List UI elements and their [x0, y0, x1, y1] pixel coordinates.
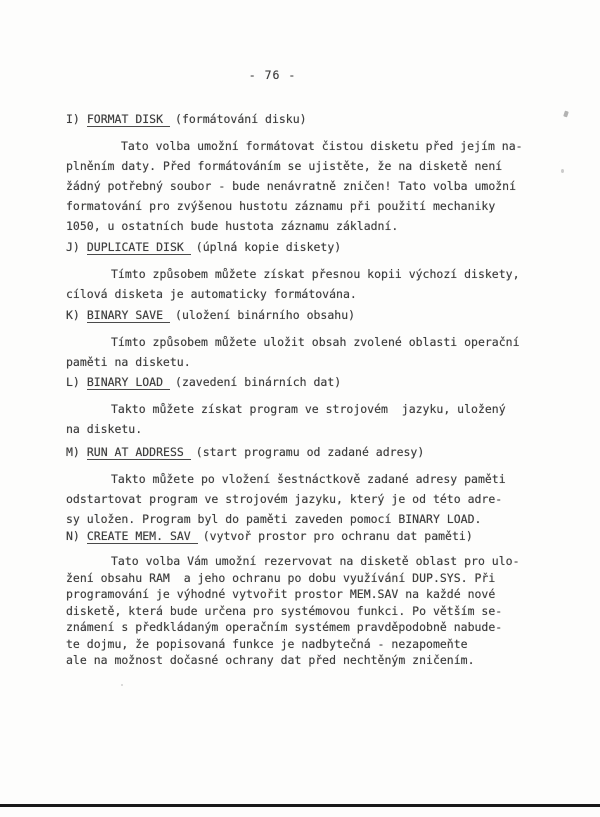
- section-duplicate-disk: [66, 240, 571, 304]
- paragraph-line: sy uložen. Program byl do paměti zaveden pomocí BINARY LOAD.: [66, 512, 482, 526]
- scan-speck: [561, 169, 564, 173]
- section-letter: L): [66, 375, 80, 389]
- scan-edge-line: [0, 804, 600, 807]
- paragraph-line: paměti na disketu.: [66, 355, 191, 369]
- paragraph-line: 1050, u ostatních bude hustota záznamu základní.: [66, 219, 399, 233]
- paragraph-line: disketě, která bude určena pro systémovou funkci. Po větším se-: [66, 603, 503, 618]
- command-name: CREATE MEM. SAV: [87, 529, 198, 544]
- section-letter: K): [66, 308, 80, 322]
- paragraph-line: Tímto způsobem můžete uložit obsah zvolené oblasti operační: [111, 335, 520, 349]
- section-binary-load: [66, 375, 571, 439]
- command-name: BINARY SAVE: [87, 308, 170, 323]
- section-run-at-address: [66, 445, 571, 529]
- section-heading: [66, 308, 571, 323]
- section-letter: I): [66, 112, 80, 126]
- section-create-mem-sav: [66, 529, 571, 669]
- section-letter: M): [66, 445, 80, 459]
- section-letter: J): [66, 240, 80, 254]
- paragraph-line: plněním daty. Před formátováním se ujistěte, že na disketě není: [66, 159, 503, 173]
- section-heading: [66, 375, 571, 390]
- command-name: FORMAT DISK: [87, 112, 170, 127]
- section-letter: N): [66, 529, 80, 543]
- paragraph-line: Takto můžete po vložení šestnáctkově zadané adresy paměti: [111, 472, 506, 486]
- paragraph-line: formatování pro zvýšenou hustotu záznamu při použití mechaniky: [66, 199, 496, 213]
- command-subtitle: (uložení binárního obsahu): [175, 308, 356, 322]
- section-format-disk: [66, 112, 571, 236]
- paragraph-line: na disketu.: [66, 422, 143, 436]
- command-subtitle: (start programu od zadané adresy): [195, 445, 425, 459]
- page-content: [66, 112, 571, 669]
- command-name: BINARY LOAD: [87, 375, 170, 390]
- paragraph-line: Tímto způsobem můžete získat přesnou kopii výchozí diskety,: [111, 267, 520, 281]
- command-subtitle: (úplná kopie diskety): [195, 240, 342, 254]
- section-binary-save: [66, 308, 571, 372]
- command-name: DUPLICATE DISK: [87, 240, 191, 255]
- paragraph-line: programování je výhodné vytvořit prostor MEM.SAV na každé nové: [66, 587, 496, 601]
- paragraph-line: známení s předkládaným operačním systémem pravděpodobně nabude-: [66, 620, 503, 634]
- page-number: - 76 -: [248, 68, 297, 82]
- scan-speck: [121, 684, 123, 686]
- paragraph-line: Tato volba umožní formátovat čistou disketu před jejím na-: [121, 139, 523, 153]
- paragraph-line: te dojmu, že popisovaná funkce je nadbytečná - nezapomeňte: [66, 636, 468, 651]
- section-heading: [66, 240, 571, 255]
- paragraph-line: odstartovat program ve strojovém jazyku, který je od této adre-: [66, 492, 503, 506]
- paragraph-line: ale na možnost dočasné ochrany dat před nechtěným zničením.: [66, 653, 475, 667]
- section-heading: [66, 529, 571, 544]
- paragraph-line: Tato volba Vám umožní rezervovat na disketě oblast pro ulo-: [111, 554, 520, 568]
- command-subtitle: (formátování disku): [175, 112, 307, 126]
- command-subtitle: (vytvoř prostor pro ochranu dat paměti): [202, 529, 473, 543]
- command-subtitle: (zavedení binárních dat): [175, 375, 342, 389]
- command-name: RUN AT ADDRESS: [87, 445, 191, 460]
- paragraph-line: Takto můžete získat program ve strojovém jazyku, uložený: [111, 402, 506, 416]
- paragraph-line: cílová disketa je automaticky formátována.: [66, 287, 357, 301]
- paragraph-line: žádný potřebný soubor - bude nenávratně zničen! Tato volba umožní: [66, 179, 517, 193]
- section-heading: [66, 445, 571, 460]
- paragraph-line: žení obsahu RAM a jeho ochranu po dobu využívání DUP.SYS. Při: [66, 570, 496, 585]
- section-heading: [66, 112, 571, 127]
